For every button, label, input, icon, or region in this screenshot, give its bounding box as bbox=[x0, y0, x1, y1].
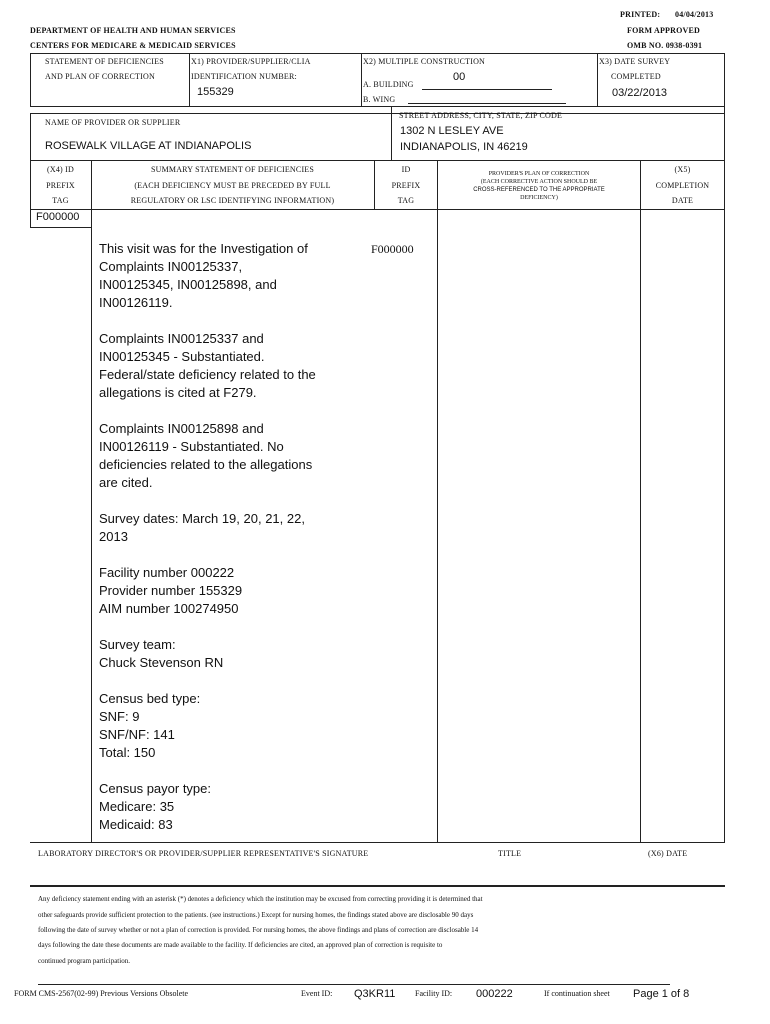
disclaimer-line-1: Any deficiency statement ending with an asterisk (*) denotes a deficiency which the institution may be excused from correcting providing it is determined that bbox=[38, 895, 483, 903]
x5-header-2: COMPLETION bbox=[655, 181, 710, 190]
disclaimer-line-3: following the date of survey whether or not a plan of correction is provided. For nursing homes, the above findings and plans of correction are disclosable 14 bbox=[38, 926, 479, 934]
plan-header-3: CROSS-REFERENCED TO THE APPROPRIATE bbox=[473, 187, 605, 193]
form-number: FORM CMS-2567(02-99) Previous Versions Obsolete bbox=[14, 989, 189, 998]
provider-name-value: ROSEWALK VILLAGE AT INDIANAPOLIS bbox=[45, 140, 252, 152]
continuation-label: If continuation sheet bbox=[544, 989, 610, 998]
date-label: (X6) DATE bbox=[648, 849, 688, 858]
plan-header-1: PROVIDER'S PLAN OF CORRECTION bbox=[488, 171, 590, 177]
survey-date-value: 03/22/2013 bbox=[612, 87, 668, 99]
facility-id-value: 000222 bbox=[476, 988, 513, 1000]
paragraph-investigation: This visit was for the Investigation of Complaints IN00125337, IN00125345, IN00125898, and IN00126119. bbox=[99, 241, 308, 310]
address-label: STREET ADDRESS, CITY, STATE, ZIP CODE bbox=[399, 111, 563, 120]
x3-label-2: COMPLETED bbox=[611, 72, 661, 81]
prefix-tag: F000000 bbox=[36, 211, 80, 223]
printed-date: 04/04/2013 bbox=[675, 10, 714, 19]
plan-header-4: DEFICIENCY) bbox=[520, 195, 558, 201]
summary-statement bbox=[99, 240, 371, 834]
id-header-3: TAG bbox=[397, 196, 415, 205]
paragraph-substantiated-1: Complaints IN00125337 and IN00125345 - Substantiated. Federal/state deficiency related to the allegations is cited at F279. bbox=[99, 331, 316, 400]
department-name: DEPARTMENT OF HEALTH AND HUMAN SERVICES bbox=[30, 26, 236, 35]
title-label: TITLE bbox=[498, 849, 522, 858]
statement-label-1: STATEMENT OF DEFICIENCIES bbox=[45, 57, 164, 66]
x4-header-1: (X4) ID bbox=[47, 165, 74, 174]
building-value: 00 bbox=[453, 71, 466, 83]
address-line-2: INDIANAPOLIS, IN 46219 bbox=[400, 141, 528, 153]
event-id-label: Event ID: bbox=[301, 989, 333, 998]
provider-id-value: 155329 bbox=[197, 86, 234, 98]
x5-header-1: (X5) bbox=[674, 165, 691, 174]
x4-header-3: TAG bbox=[52, 196, 69, 205]
x2-label: X2) MULTIPLE CONSTRUCTION bbox=[363, 57, 486, 66]
form-approved: FORM APPROVED bbox=[627, 26, 701, 35]
signature-label: LABORATORY DIRECTOR'S OR PROVIDER/SUPPLIER REPRESENTATIVE'S SIGNATURE bbox=[38, 849, 369, 858]
statement-label-2: AND PLAN OF CORRECTION bbox=[45, 72, 155, 81]
paragraph-census-payor: Census payor type: Medicare: 35 Medicaid: 83 bbox=[99, 781, 212, 832]
summary-header-3: REGULATORY OR LSC IDENTIFYING INFORMATION) bbox=[130, 196, 335, 205]
x1-label-2: IDENTIFICATION NUMBER: bbox=[191, 72, 297, 81]
paragraph-facility-numbers: Facility number 000222 Provider number 155329 AIM number 100274950 bbox=[99, 565, 243, 616]
x4-header-2: PREFIX bbox=[46, 181, 75, 190]
building-label: A. BUILDING bbox=[363, 80, 414, 89]
paragraph-census-bed: Census bed type: SNF: 9 SNF/NF: 141 Total: 150 bbox=[99, 691, 201, 760]
summary-header-1: SUMMARY STATEMENT OF DEFICIENCIES bbox=[150, 165, 315, 174]
event-id-value: Q3KR11 bbox=[354, 988, 396, 1000]
disclaimer-line-5: continued program participation. bbox=[38, 957, 130, 965]
wing-label: B. WING bbox=[363, 95, 396, 104]
x5-header-3: DATE bbox=[671, 196, 694, 205]
plan-header-2: (EACH CORRECTIVE ACTION SHOULD BE bbox=[480, 179, 598, 185]
facility-id-label: Facility ID: bbox=[415, 989, 453, 998]
address-line-1: 1302 N LESLEY AVE bbox=[400, 125, 504, 137]
summary-header-2: (EACH DEFICIENCY MUST BE PRECEDED BY FULL bbox=[134, 181, 331, 190]
paragraph-survey-dates: Survey dates: March 19, 20, 21, 22, 2013 bbox=[99, 511, 305, 544]
id-header-1: ID bbox=[401, 165, 411, 174]
page-number: Page 1 of 8 bbox=[633, 988, 690, 1000]
x1-label-1: X1) PROVIDER/SUPPLIER/CLIA bbox=[191, 57, 311, 66]
printed-label: PRINTED: bbox=[620, 10, 661, 19]
disclaimer-line-2: other safeguards provide sufficient protection to the patients. (see instructions.) Except for nursing homes, the findings stated above are disclosable 90 days bbox=[38, 911, 474, 919]
x3-label-1: X3) DATE SURVEY bbox=[599, 57, 671, 66]
id-header-2: PREFIX bbox=[391, 181, 421, 190]
centers-name: CENTERS FOR MEDICARE & MEDICAID SERVICES bbox=[30, 41, 236, 50]
provider-name-label: NAME OF PROVIDER OR SUPPLIER bbox=[45, 118, 181, 127]
disclaimer-line-4: days following the date these documents are made available to the facility. If deficiencies are cited, an approved plan of correction is requisite to bbox=[38, 941, 443, 949]
id-prefix-tag: F000000 bbox=[371, 242, 414, 256]
paragraph-substantiated-2: Complaints IN00125898 and IN00126119 - Substantiated. No deficiencies related to the allegations are cited. bbox=[99, 421, 313, 490]
paragraph-survey-team: Survey team: Chuck Stevenson RN bbox=[99, 637, 224, 670]
omb-number: OMB NO. 0938-0391 bbox=[627, 41, 703, 50]
